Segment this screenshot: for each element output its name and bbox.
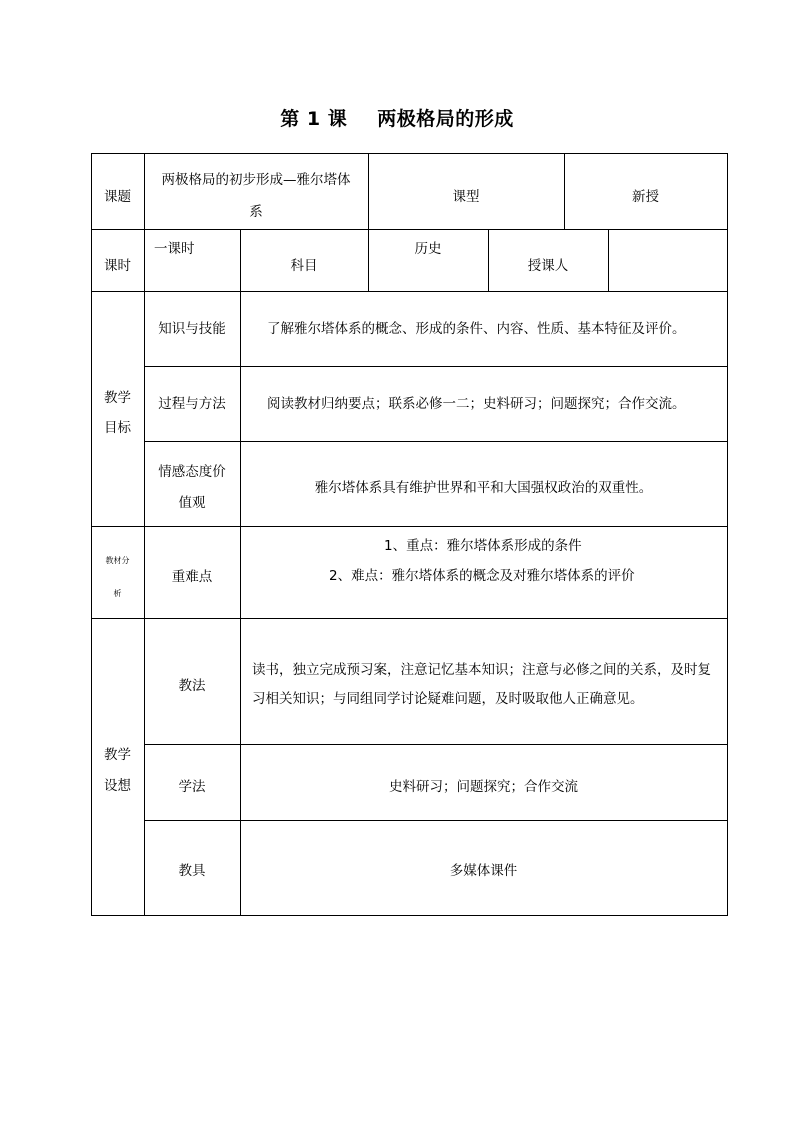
hours-label: 课时 [104,258,131,274]
topic-value-line2: 系 [249,204,263,220]
design-label-line2: 设想 [104,778,131,794]
lesson-plan-table [91,153,728,916]
key-point: 1、重点：雅尔塔体系形成的条件 [384,538,582,554]
subject-label: 科目 [290,258,318,274]
goals-label-line1: 教学 [104,390,131,406]
analysis-label-line1: 教材分 [105,556,130,565]
process-text: 阅读教材归纳要点；联系必修一二；史料研习；问题探究；合作交流。 [267,396,686,412]
teacher-label: 授课人 [527,258,569,274]
emotion-label-line1: 情感态度价 [158,464,226,480]
method-text: 读书，独立完成预习案，注意记忆基本知识；注意与必修之间的关系，及时复习相关知识；与同组同学讨论疑难问题，及时吸取他人正确意见。 [252,662,711,707]
study-text: 史料研习；问题探究；合作交流 [389,779,578,795]
analysis-label-line2: 析 [113,589,122,598]
type-label: 课型 [452,189,480,205]
method-label: 教法 [178,678,206,694]
topic-label: 课题 [104,189,131,205]
page-title: 第 1 课 两极格局的形成 [280,108,514,130]
study-label: 学法 [178,779,206,795]
knowledge-text: 了解雅尔塔体系的概念、形成的条件、内容、性质、基本特征及评价。 [267,321,686,337]
tools-text: 多媒体课件 [449,863,518,879]
emotion-label-line2: 值观 [178,495,206,511]
type-value: 新授 [632,189,659,205]
difficult-point: 2、难点：雅尔塔体系的概念及对雅尔塔体系的评价 [329,568,635,584]
goals-label-line2: 目标 [104,420,131,436]
hours-value: 一课时 [154,241,195,257]
process-label: 过程与方法 [158,396,226,412]
design-label-line1: 教学 [104,747,131,763]
tools-label: 教具 [178,863,206,879]
knowledge-label: 知识与技能 [158,321,226,337]
key-difficulty-label: 重难点 [171,569,213,585]
emotion-text: 雅尔塔体系具有维护世界和平和大国强权政治的双重性。 [314,480,653,496]
subject-value: 历史 [414,241,442,257]
topic-value-line1: 两极格局的初步形成—雅尔塔体 [161,172,351,188]
